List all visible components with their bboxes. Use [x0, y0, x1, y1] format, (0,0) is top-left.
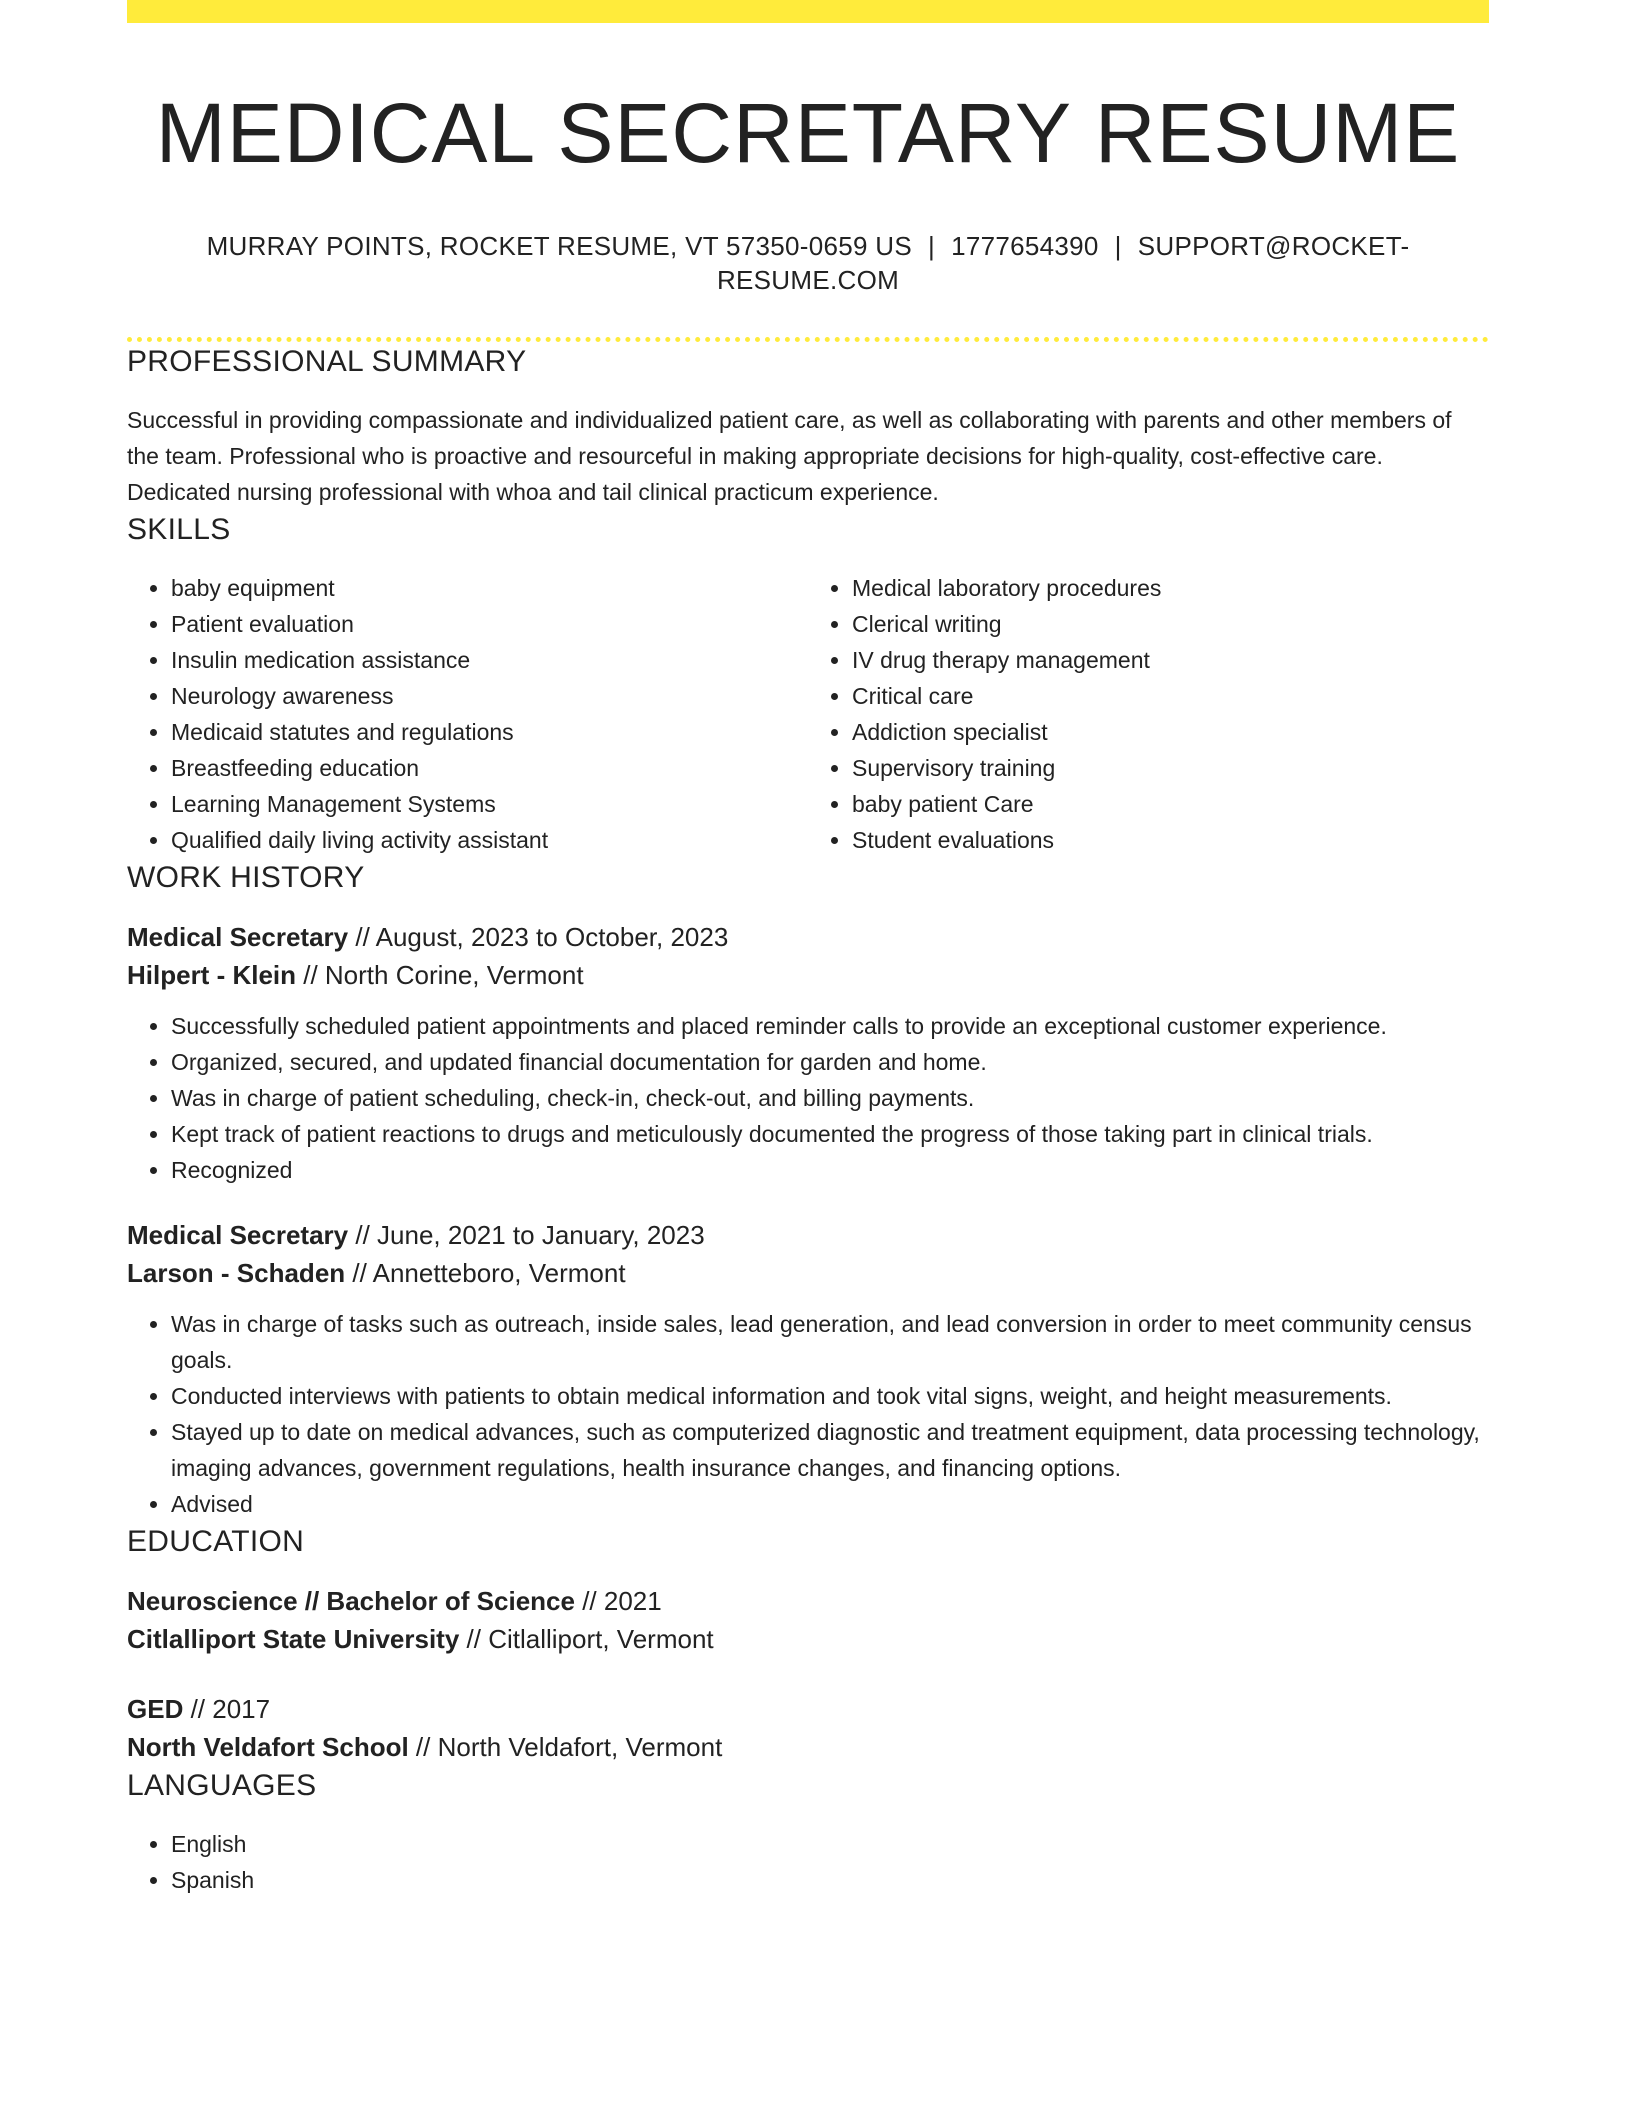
job-location: // Annetteboro, Vermont — [345, 1258, 626, 1288]
job-bullet: • Was in charge of tasks such as outreach, inside sales, lead generation, and lead conversion in order to meet community census goals. — [171, 1306, 1489, 1378]
contact-email: SUPPORT@ROCKET-RESUME.COM — [716, 231, 1410, 295]
skill-item: • Qualified daily living activity assistant — [171, 822, 808, 858]
language-item: • Spanish — [171, 1862, 1489, 1898]
job-company: Hilpert - Klein — [127, 960, 297, 990]
skills-grid — [127, 570, 1489, 858]
job-bullet: • Conducted interviews with patients to obtain medical information and took vital signs, weight, and height measurements. — [171, 1378, 1489, 1414]
skill-item: • Medical laboratory procedures — [852, 570, 1489, 606]
job-company-line — [127, 1254, 1489, 1292]
skills-right-list — [808, 570, 1489, 858]
job-bullet: • Was in charge of patient scheduling, check-in, check-out, and billing payments. — [171, 1080, 1489, 1116]
skill-item: • Neurology awareness — [171, 678, 808, 714]
education-entry — [127, 1582, 1489, 1658]
summary-heading: PROFESSIONAL SUMMARY — [127, 345, 527, 378]
job-bullet: • Advised — [171, 1486, 1489, 1522]
skill-item: • Learning Management Systems — [171, 786, 808, 822]
skills-left-list — [127, 570, 808, 858]
contact-separator: | — [1114, 231, 1122, 261]
skill-item: • Addiction specialist — [852, 714, 1489, 750]
skill-item: • Medicaid statutes and regulations — [171, 714, 808, 750]
job-title: Medical Secretary — [127, 1220, 349, 1250]
job-title-line — [127, 918, 1489, 956]
education-school: Citlalliport State University — [127, 1624, 460, 1654]
contact-line — [127, 229, 1489, 297]
job-bullet: • Stayed up to date on medical advances, such as computerized diagnostic and treatment equipment, data processing technology, imaging advances, government regulations, health insurance changes, and financing options. — [171, 1414, 1489, 1486]
job-company-line — [127, 956, 1489, 994]
education-location: // North Veldafort, Vermont — [408, 1732, 723, 1762]
contact-address: MURRAY POINTS, ROCKET RESUME, VT 57350-0659 US — [206, 231, 912, 261]
education-school-line — [127, 1620, 1489, 1658]
contact-phone: 1777654390 — [951, 231, 1099, 261]
job-bullet: • Organized, secured, and updated financial documentation for garden and home. — [171, 1044, 1489, 1080]
job-location: // North Corine, Vermont — [296, 960, 584, 990]
work-history-heading: WORK HISTORY — [127, 861, 365, 894]
education-degree-line — [127, 1582, 1489, 1620]
job-title: Medical Secretary — [127, 922, 349, 952]
top-accent-bar — [127, 0, 1489, 23]
skill-item: • Student evaluations — [852, 822, 1489, 858]
job-entry — [127, 1216, 1489, 1522]
resume-title: MEDICAL SECRETARY RESUME — [155, 86, 1461, 180]
job-title-line — [127, 1216, 1489, 1254]
job-bullet: • Kept track of patient reactions to drugs and meticulously documented the progress of those taking part in clinical trials. — [171, 1116, 1489, 1152]
skill-item: • baby equipment — [171, 570, 808, 606]
skill-item: • Critical care — [852, 678, 1489, 714]
languages-list — [127, 1826, 1489, 1898]
contact-separator: | — [928, 231, 936, 261]
education-location: // Citlalliport, Vermont — [459, 1624, 714, 1654]
education-school: North Veldafort School — [127, 1732, 409, 1762]
resume-content — [127, 23, 1489, 1898]
job-company: Larson - Schaden — [127, 1258, 346, 1288]
skills-heading: SKILLS — [127, 513, 231, 546]
education-heading: EDUCATION — [127, 1525, 305, 1558]
job-bullets — [127, 1008, 1489, 1188]
skill-item: • baby patient Care — [852, 786, 1489, 822]
education-year: // 2021 — [574, 1586, 662, 1616]
job-entry — [127, 918, 1489, 1188]
education-degree-line — [127, 1690, 1489, 1728]
education-degree: Neuroscience // Bachelor of Science — [127, 1586, 575, 1616]
job-dates: // June, 2021 to January, 2023 — [348, 1220, 705, 1250]
skill-item: • IV drug therapy management — [852, 642, 1489, 678]
skill-item: • Breastfeeding education — [171, 750, 808, 786]
job-dates: // August, 2023 to October, 2023 — [348, 922, 729, 952]
education-school-line — [127, 1728, 1489, 1766]
languages-heading: LANGUAGES — [127, 1769, 317, 1802]
language-item: • English — [171, 1826, 1489, 1862]
job-bullet: • Successfully scheduled patient appointments and placed reminder calls to provide an exceptional customer experience. — [171, 1008, 1489, 1044]
job-bullets — [127, 1306, 1489, 1522]
summary-text: Successful in providing compassionate and individualized patient care, as well as collaborating with parents and other members of the team. Professional who is proactive and resourceful in making appropriate decisions for high-quality, cost-effective care. Dedicated nursing professional with whoa and tail clinical practicum experience. — [127, 407, 1452, 505]
job-bullet: • Recognized — [171, 1152, 1489, 1188]
education-degree: GED — [127, 1694, 184, 1724]
skill-item: • Patient evaluation — [171, 606, 808, 642]
education-year: // 2017 — [183, 1694, 271, 1724]
skill-item: • Supervisory training — [852, 750, 1489, 786]
skill-item: • Clerical writing — [852, 606, 1489, 642]
education-entry — [127, 1690, 1489, 1766]
skill-item: • Insulin medication assistance — [171, 642, 808, 678]
